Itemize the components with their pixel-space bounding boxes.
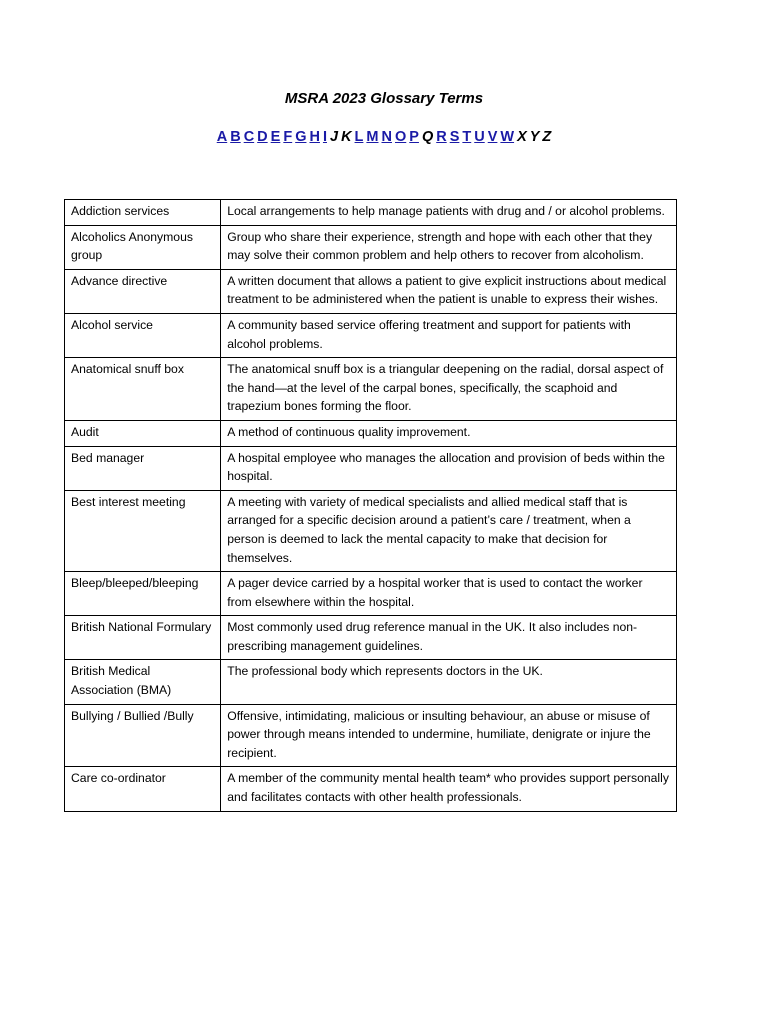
glossary-term: Audit (65, 420, 221, 446)
table-row (65, 572, 677, 616)
glossary-definition: Local arrangements to help manage patients with drug and / or alcohol problems. (221, 200, 677, 226)
table-row (65, 358, 677, 421)
glossary-term: Best interest meeting (65, 490, 221, 571)
glossary-definition: A meeting with variety of medical specialists and allied medical staff that is arranged for a specific decision around a patient’s care / treatment, when a person is deemed to lack the mental capacity to make that decision for themselves. (221, 490, 677, 571)
glossary-table (64, 199, 677, 812)
alphabet-letter-c-link[interactable]: C (243, 129, 255, 145)
alphabet-letter-g-link[interactable]: G (295, 129, 307, 145)
alphabet-letter-o-link[interactable]: O (394, 129, 407, 145)
table-row (65, 446, 677, 490)
glossary-term: British Medical Association (BMA) (65, 660, 221, 704)
glossary-term: British National Formulary (65, 616, 221, 660)
glossary-definition: A method of continuous quality improvement. (221, 420, 677, 446)
table-row (65, 704, 677, 767)
table-row (65, 767, 677, 811)
glossary-term: Bed manager (65, 446, 221, 490)
alphabet-letter-n-link[interactable]: N (381, 129, 392, 145)
alphabet-letter-v-link[interactable]: V (487, 129, 498, 145)
glossary-definition: Most commonly used drug reference manual in the UK. It also includes non-prescribing management guidelines. (221, 616, 677, 660)
table-row (65, 420, 677, 446)
table-row (65, 269, 677, 313)
alphabet-letter-j: J (329, 129, 339, 145)
alphabet-letter-u-link[interactable]: U (474, 129, 485, 145)
alphabet-letter-q: Q (421, 129, 434, 145)
alphabet-letter-m-link[interactable]: M (366, 129, 379, 145)
glossary-definition: Offensive, intimidating, malicious or insulting behaviour, an abuse or misuse of power through means intended to undermine, humiliate, denigrate or injure the recipient. (221, 704, 677, 767)
table-row (65, 200, 677, 226)
alphabet-letter-l-link[interactable]: L (354, 129, 364, 145)
glossary-definition: The professional body which represents doctors in the UK. (221, 660, 677, 704)
alphabet-letter-x: X (517, 129, 527, 145)
alphabet-letter-f-link[interactable]: F (283, 129, 293, 145)
alphabet-nav (0, 127, 768, 147)
glossary-term: Bullying / Bullied /Bully (65, 704, 221, 767)
alphabet-letter-t-link[interactable]: T (462, 129, 472, 145)
glossary-term: Alcohol service (65, 313, 221, 357)
table-row (65, 660, 677, 704)
glossary-definition: A hospital employee who manages the allocation and provision of beds within the hospital. (221, 446, 677, 490)
alphabet-letter-i-link[interactable]: I (322, 129, 327, 145)
alphabet-letter-b-link[interactable]: B (230, 129, 241, 145)
alphabet-letter-h-link[interactable]: H (309, 129, 320, 145)
glossary-definition: Group who share their experience, strength and hope with each other that they may solve their common problem and help others to recover from alcoholism. (221, 225, 677, 269)
table-row (65, 490, 677, 571)
alphabet-letter-z: Z (542, 129, 552, 145)
alphabet-letter-s-link[interactable]: S (449, 129, 460, 145)
glossary-term: Alcoholics Anonymous group (65, 225, 221, 269)
glossary-definition: A community based service offering treatment and support for patients with alcohol problems. (221, 313, 677, 357)
glossary-definition: The anatomical snuff box is a triangular deepening on the radial, dorsal aspect of the hand—at the level of the carpal bones, specifically, the scaphoid and trapezium bones forming the floor. (221, 358, 677, 421)
alphabet-letter-d-link[interactable]: D (257, 129, 268, 145)
glossary-term: Care co-ordinator (65, 767, 221, 811)
table-row (65, 313, 677, 357)
alphabet-letter-a-link[interactable]: A (216, 129, 228, 145)
alphabet-letter-w-link[interactable]: W (500, 129, 515, 145)
glossary-term: Anatomical snuff box (65, 358, 221, 421)
glossary-term: Advance directive (65, 269, 221, 313)
alphabet-letter-y: Y (529, 129, 540, 145)
alphabet-letter-r-link[interactable]: R (436, 129, 447, 145)
table-row (65, 225, 677, 269)
glossary-definition: A pager device carried by a hospital worker that is used to contact the worker from elsewhere within the hospital. (221, 572, 677, 616)
glossary-definition: A written document that allows a patient to give explicit instructions about medical treatment to be administered when the patient is unable to express their wishes. (221, 269, 677, 313)
alphabet-letter-p-link[interactable]: P (409, 129, 419, 145)
table-row (65, 616, 677, 660)
glossary-term: Bleep/bleeped/bleeping (65, 572, 221, 616)
glossary-term: Addiction services (65, 200, 221, 226)
glossary-definition: A member of the community mental health team* who provides support personally and facilitates contacts with other health professionals. (221, 767, 677, 811)
page-title: MSRA 2023 Glossary Terms (284, 90, 484, 107)
alphabet-letter-e-link[interactable]: E (270, 129, 281, 145)
alphabet-letter-k: K (341, 129, 352, 145)
